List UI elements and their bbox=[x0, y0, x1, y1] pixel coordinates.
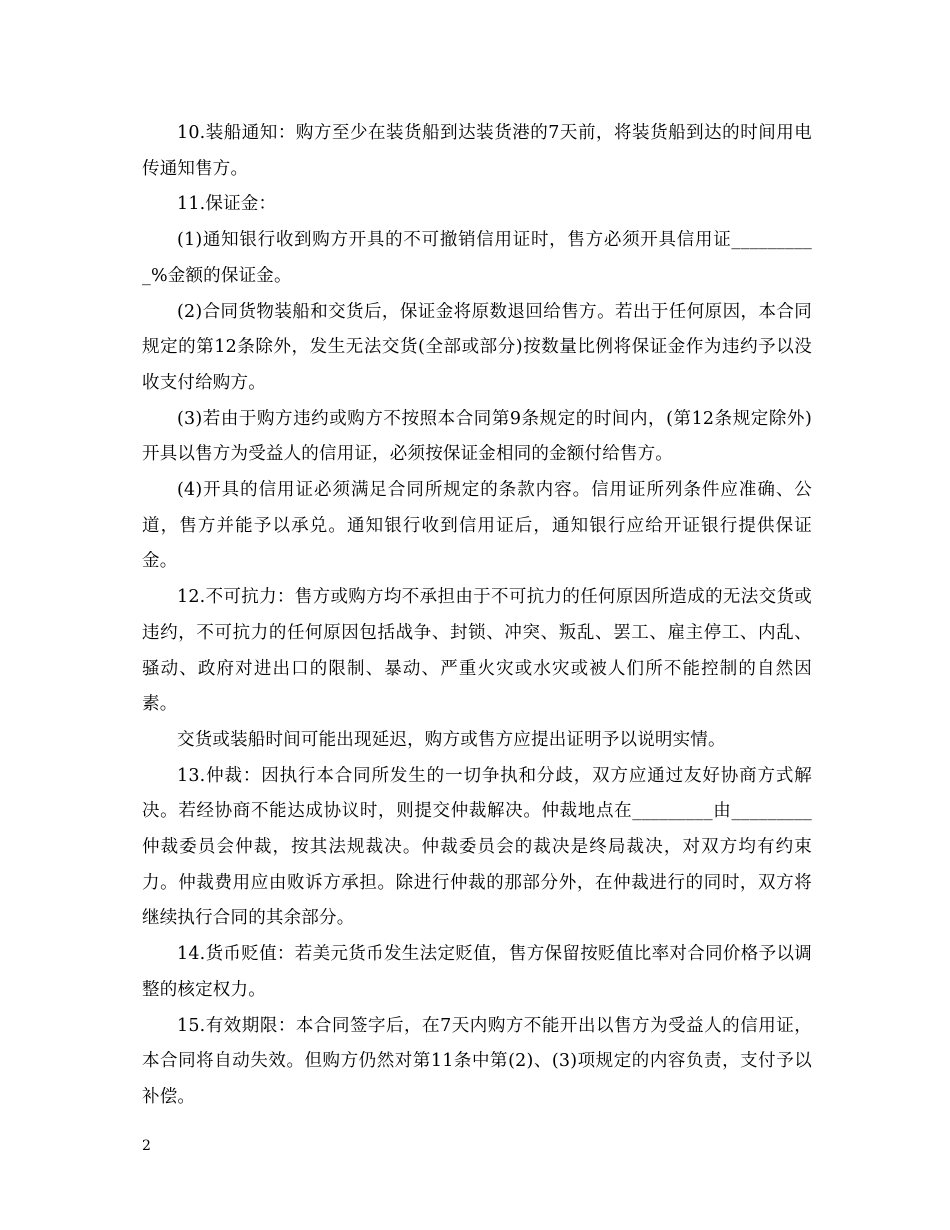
paragraph-shipping-notice: 10.装船通知：购方至少在装货船到达装货港的7天前，将装货船到达的时间用电传通知售方。 bbox=[142, 123, 812, 179]
paragraph-deposit-item-4: (4)开具的信用证必须满足合同所规定的条款内容。信用证所列条件应准确、公道，售方并能予以承兑。通知银行收到信用证后，通知银行应给开证银行提供保证金。 bbox=[142, 480, 812, 572]
document-body bbox=[142, 116, 812, 1116]
paragraph-deposit-item-3: (3)若由于购方违约或购方不按照本合同第9条规定的时间内，(第12条规定除外)开具以售方为受益人的信用证，必须按保证金相同的金额付给售方。 bbox=[142, 408, 812, 465]
paragraph-currency-devaluation: 14.货币贬值：若美元货币发生法定贬值，售方保留按贬值比率对合同价格予以调整的核定权力。 bbox=[142, 944, 812, 1000]
paragraph-deposit-item-1: (1)通知银行收到购方开具的不可撤销信用证时，售方必须开具信用证__________%金额的保证金。 bbox=[142, 230, 812, 286]
paragraph-delay-notice: 交货或装船时间可能出现延迟，购方或售方应提出证明予以说明实情。 bbox=[177, 729, 726, 750]
paragraph-arbitration: 13.仲裁：因执行本合同所发生的一切争执和分歧，双方应通过友好协商方式解决。若经协商不能达成协议时，则提交仲裁解决。仲裁地点在_________由_________仲裁委员会仲裁，按其法规裁决。仲裁委员会的裁决是终局裁决，对双方均有约束力。仲裁费用应由败诉方承担。除进行仲裁的那部分外，在仲裁进行的同时，双方将继续执行合同的其余部分。 bbox=[142, 765, 812, 929]
paragraph-deposit-item-2: (2)合同货物装船和交货后，保证金将原数退回给售方。若出于任何原因，本合同规定的第12条除外，发生无法交货(全部或部分)按数量比例将保证金作为违约予以没收支付给购方。 bbox=[142, 301, 812, 393]
paragraph-deposit-heading: 11.保证金： bbox=[177, 194, 277, 215]
page-number: 2 bbox=[142, 1138, 151, 1154]
paragraph-validity-period: 15.有效期限：本合同签字后，在7天内购方不能开出以售方为受益人的信用证，本合同将自动失效。但购方仍然对第11条中第(2)、(3)项规定的内容负责，支付予以补偿。 bbox=[142, 1015, 812, 1107]
paragraph-force-majeure: 12.不可抗力：售方或购方均不承担由于不可抗力的任何原因所造成的无法交货或违约，不可抗力的任何原因包括战争、封锁、冲突、叛乱、罢工、雇主停工、内乱、骚动、政府对进出口的限制、暴动、严重火灾或水灾或被人们所不能控制的自然因素。 bbox=[142, 587, 812, 715]
